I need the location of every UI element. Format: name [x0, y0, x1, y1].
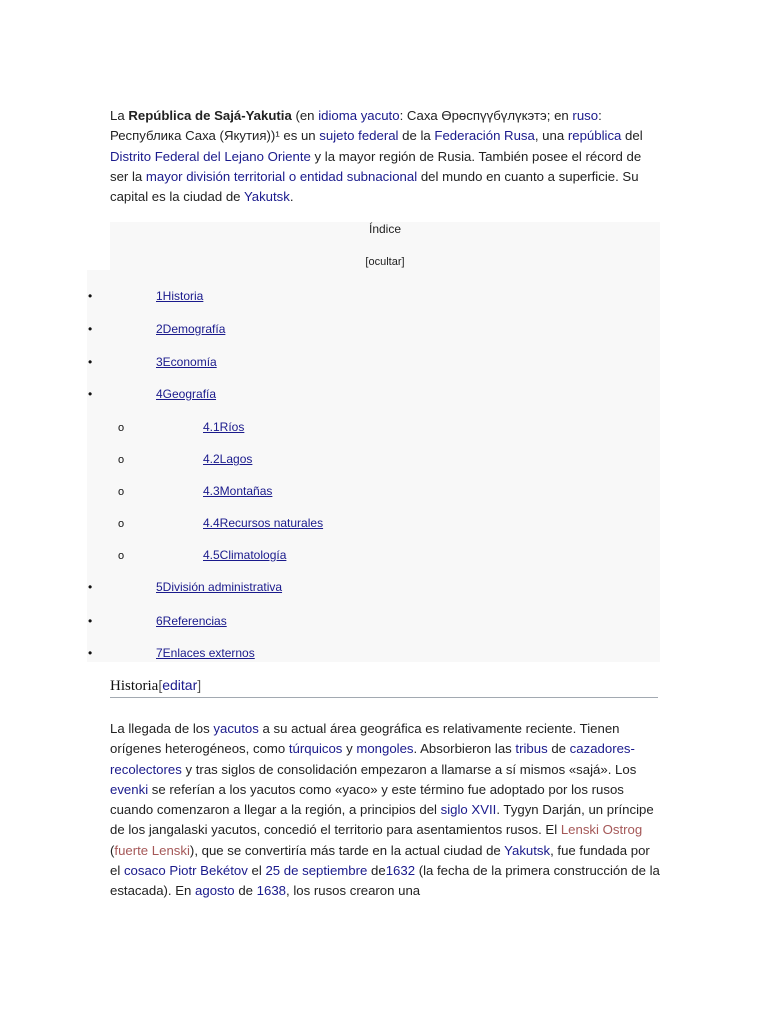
link-turquicos[interactable]: túrquicos: [288, 741, 343, 757]
toc-item-climatologia[interactable]: 4.5Climatología: [203, 548, 287, 562]
bullet-icon: [88, 322, 92, 336]
article-subject: República de Sajá-Yakutia: [128, 108, 292, 123]
sub-bullet-icon: [118, 516, 124, 530]
toc-item-historia[interactable]: 1Historia: [156, 289, 204, 303]
link-republica[interactable]: república: [567, 128, 622, 144]
link-sujeto-federal[interactable]: sujeto federal: [319, 128, 399, 144]
bullet-icon: [88, 580, 92, 594]
link-piotr-beketov[interactable]: Piotr Bekétov: [169, 863, 248, 879]
link-idioma-yacuto[interactable]: idioma yacuto: [318, 108, 400, 123]
bullet-icon: [88, 289, 92, 303]
historia-paragraph: La llegada de los yacutos a su actual área geográfica es relativamente reciente. Tienen orígenes heterogéneos, como túrquicos y mongoles. Absorbieron las tribus de cazadores-recolectores y tras siglos de consolidación empezaron a llamarse a sí mismos «sajá». Los evenki se referían a los yacutos como «yaco» y este término fue adoptado por los rusos cuando comenzaron a llegar a la región, a principios del siglo XVII. Tygyn Darján, un príncipe de los jangalaski yacutos, concedió el territorio para asentamientos rusos. El Lenski Ostrog (fuerte Lenski), que se convertiría más tarde en la actual ciudad de Yakutsk, fue fundada por el cosaco Piotr Bekétov el 25 de septiembre de1632 (la fecha de la primera construcción de la estacada). En agosto de 1638, los rusos crearon una: [110, 721, 660, 899]
intro-paragraph: La República de Sajá-Yakutia (en idioma yacuto: Саха Өрөспүүбүлүкэтэ; en ruso: Республика Саха (Якутия))¹ es un sujeto federal de la Federación Rusa, una república del Distrito Federal del Lejano Oriente y la mayor región de Rusia. También posee el récord de ser la mayor división territorial o entidad subnacional del mundo en cuanto a superficie. Su capital es la ciudad de Yakutsk.: [110, 108, 643, 205]
historia-section: [110, 719, 660, 902]
link-siglo-xvii[interactable]: siglo XVII: [440, 802, 497, 818]
link-federacion-rusa[interactable]: Federación Rusa: [434, 128, 535, 144]
toc-item-enlaces-externos[interactable]: 7Enlaces externos: [156, 646, 255, 660]
sub-bullet-icon: [118, 420, 124, 434]
sub-bullet-icon: [118, 452, 124, 466]
link-cosaco[interactable]: cosaco: [123, 863, 166, 879]
toc-item-demografia[interactable]: 2Demografía: [156, 322, 226, 336]
edit-section-link[interactable]: editar: [162, 677, 198, 693]
section-heading-historia: Historia[editar]: [110, 677, 658, 698]
table-of-contents: [110, 222, 660, 662]
intro-section: [110, 106, 660, 207]
link-lenski-ostrog[interactable]: Lenski Ostrog: [560, 822, 643, 838]
link-1632[interactable]: 1632: [385, 863, 416, 879]
link-distrito-federal[interactable]: Distrito Federal del Lejano Oriente: [110, 148, 311, 164]
link-25-septiembre[interactable]: 25 de septiembre: [265, 863, 368, 879]
link-ruso[interactable]: ruso: [572, 108, 599, 123]
toc-item-referencias[interactable]: 6Referencias: [156, 614, 227, 628]
link-evenki[interactable]: evenki: [110, 781, 149, 797]
toc-title: Índice: [368, 222, 402, 236]
bullet-icon: [88, 355, 92, 369]
link-fuerte-lenski[interactable]: fuerte Lenski: [114, 842, 190, 858]
toc-hide-toggle[interactable]: [ocultar]: [365, 256, 405, 268]
toc-item-recursos-naturales[interactable]: 4.4Recursos naturales: [203, 516, 324, 530]
toc-item-geografia[interactable]: 4Geografía: [156, 387, 217, 401]
sub-bullet-icon: [118, 548, 124, 562]
link-yakutsk[interactable]: Yakutsk: [243, 189, 290, 205]
link-cazadores-recolectores[interactable]: cazadores-recolectores: [110, 741, 635, 777]
sub-bullet-icon: [118, 484, 124, 498]
bullet-icon: [88, 614, 92, 628]
bullet-icon: [88, 646, 92, 660]
link-mongoles[interactable]: mongoles: [356, 741, 414, 757]
link-mayor-division[interactable]: mayor división territorial o entidad subnacional: [145, 168, 418, 184]
toc-item-economia[interactable]: 3Economía: [156, 355, 217, 369]
toc-item-lagos[interactable]: 4.2Lagos: [203, 452, 253, 466]
link-yakutsk-historia[interactable]: Yakutsk: [504, 842, 551, 858]
toc-item-rios[interactable]: 4.1Ríos: [203, 420, 245, 434]
link-agosto[interactable]: agosto: [195, 883, 235, 899]
link-tribus[interactable]: tribus: [515, 741, 548, 757]
heading-title: Historia: [110, 678, 159, 694]
toc-item-division-administrativa[interactable]: 5División administrativa: [156, 580, 283, 594]
toc-item-montanas[interactable]: 4.3Montañas: [203, 484, 273, 498]
bullet-icon: [88, 387, 92, 401]
link-1638[interactable]: 1638: [256, 883, 286, 899]
link-yacutos[interactable]: yacutos: [213, 721, 259, 736]
